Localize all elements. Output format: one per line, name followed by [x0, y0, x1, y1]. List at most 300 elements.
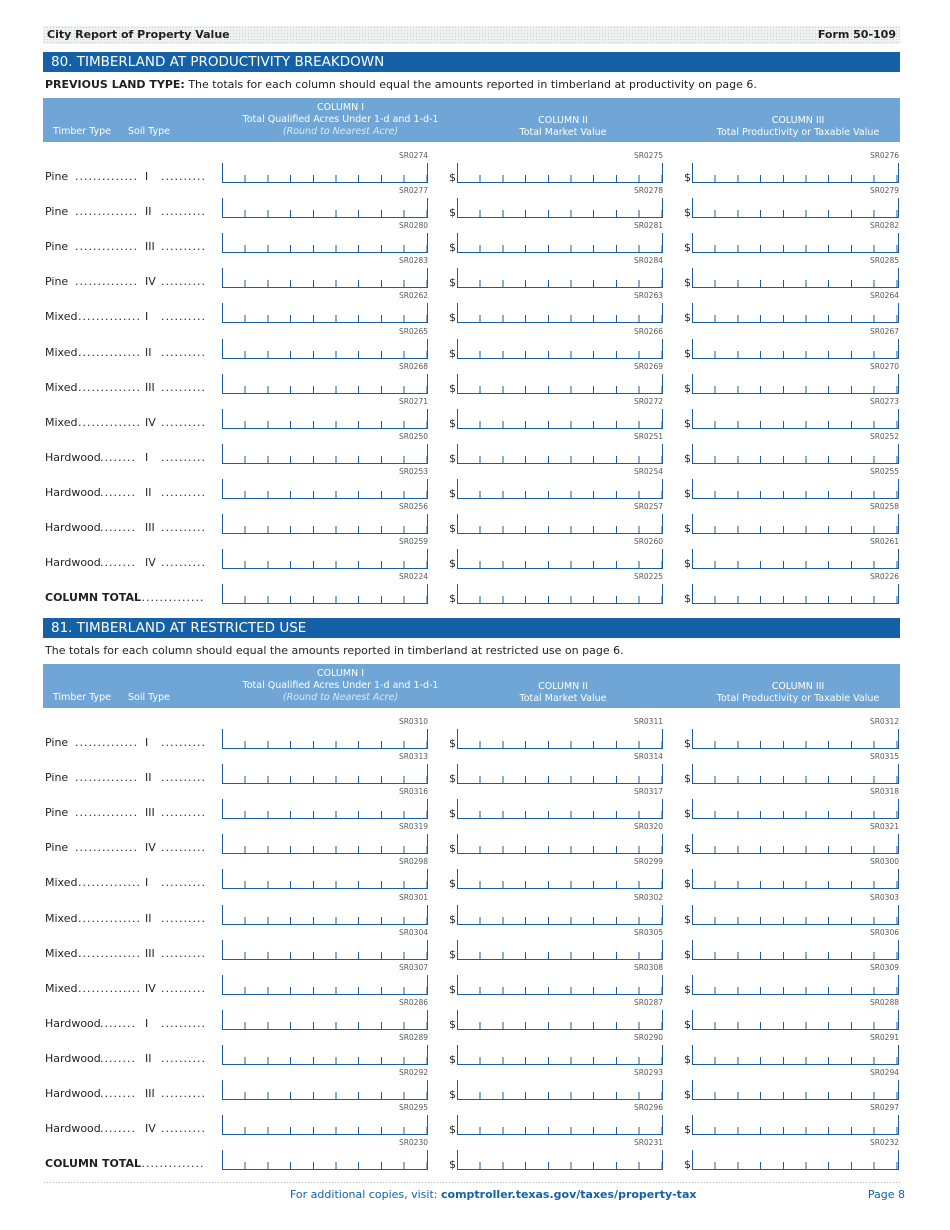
acres-input[interactable] — [222, 869, 428, 889]
leader-dots: .............. — [78, 415, 141, 429]
dollar-sign: $ — [449, 451, 456, 465]
field-code: SR0303 — [869, 892, 899, 902]
market-value-input[interactable] — [457, 303, 663, 323]
leader-dots: .......... — [161, 1122, 206, 1136]
productivity-value-input[interactable] — [692, 549, 899, 569]
leader-dots: .......... — [161, 556, 206, 570]
field-code: SR0226 — [869, 572, 899, 582]
column-total-row — [0, 571, 950, 606]
header-column-3-title: COLUMN III — [771, 115, 825, 126]
timber-type-label: COLUMN TOTAL — [45, 591, 141, 605]
table-row — [0, 962, 950, 997]
market-value-input[interactable] — [457, 729, 663, 749]
productivity-value-input[interactable] — [692, 514, 899, 534]
market-value-input[interactable] — [457, 764, 663, 784]
table-row — [0, 1067, 950, 1102]
leader-dots: .............. — [78, 310, 141, 324]
leader-dots: .......... — [161, 521, 206, 534]
field-code: SR0300 — [869, 857, 899, 867]
dollar-sign: $ — [684, 451, 691, 465]
productivity-value-input[interactable] — [692, 233, 899, 253]
table-row — [0, 786, 950, 821]
leader-dots: .......... — [161, 736, 206, 749]
field-code: SR0299 — [633, 857, 663, 867]
productivity-value-input[interactable] — [692, 444, 899, 464]
field-code: SR0320 — [633, 822, 663, 832]
header-column-3-subtitle: Total Productivity or Taxable Value — [716, 127, 880, 138]
soil-type-label: III — [145, 946, 155, 960]
leader-dots: .......... — [161, 310, 206, 324]
field-code: SR0263 — [633, 291, 663, 301]
table-row — [0, 927, 950, 962]
leader-dots: ........ — [100, 450, 136, 464]
timber-type-label: Mixed — [45, 310, 78, 324]
leader-dots: .............. — [75, 806, 138, 820]
field-code: SR0281 — [633, 221, 663, 231]
leader-dots: .......... — [161, 771, 206, 785]
header-column-3-subtitle: Total Productivity or Taxable Value — [716, 693, 880, 704]
timber-type-label: COLUMN TOTAL — [45, 1157, 141, 1171]
dollar-sign: $ — [449, 311, 456, 325]
section-80-note — [45, 78, 757, 92]
dollar-sign: $ — [684, 522, 691, 535]
field-code: SR0301 — [398, 892, 428, 902]
productivity-value-input[interactable] — [692, 479, 899, 499]
table-row — [0, 716, 950, 751]
market-value-input[interactable] — [457, 163, 663, 183]
dollar-sign: $ — [684, 311, 691, 325]
market-value-input[interactable] — [457, 514, 663, 534]
market-value-input[interactable] — [457, 444, 663, 464]
leader-dots: .......... — [161, 876, 206, 890]
column-total-row — [0, 1137, 950, 1172]
leader-dots: ........ — [100, 1016, 136, 1030]
field-code: SR0285 — [869, 256, 899, 266]
market-value-input[interactable] — [457, 834, 663, 854]
soil-type-label: II — [145, 205, 152, 219]
field-code: SR0265 — [398, 326, 428, 336]
productivity-value-input[interactable] — [692, 764, 899, 784]
productivity-value-input[interactable] — [692, 940, 899, 960]
leader-dots: .............. — [78, 981, 141, 995]
productivity-value-input[interactable] — [692, 163, 899, 183]
leader-dots: .......... — [161, 1051, 206, 1065]
timber-type-label: Pine — [45, 170, 69, 183]
timber-type-label: Pine — [45, 275, 69, 289]
timber-type-label: Pine — [45, 841, 69, 855]
field-code: SR0319 — [398, 822, 428, 832]
leader-dots: .......... — [161, 450, 206, 464]
dollar-sign: $ — [449, 346, 456, 360]
dollar-sign: $ — [684, 877, 691, 891]
field-code: SR0276 — [869, 151, 899, 160]
table-row — [0, 255, 950, 290]
leader-dots: ........ — [100, 1087, 136, 1100]
field-code: SR0313 — [398, 752, 428, 762]
table-row — [0, 501, 950, 536]
acres-input[interactable] — [222, 584, 428, 604]
field-code: SR0282 — [869, 221, 899, 231]
soil-type-label: IV — [145, 1122, 156, 1136]
field-code: SR0291 — [869, 1032, 899, 1042]
leader-dots: .......... — [161, 205, 206, 219]
soil-type-label: III — [145, 806, 155, 820]
field-code: SR0231 — [633, 1138, 663, 1148]
soil-type-label: IV — [145, 556, 156, 570]
field-code: SR0267 — [869, 326, 899, 336]
header-column-1-note: (Round to Nearest Acre) — [282, 692, 399, 703]
soil-type-label: I — [145, 450, 149, 464]
field-code: SR0251 — [633, 431, 663, 441]
field-code: SR0312 — [869, 717, 899, 726]
section-81-table-header — [43, 664, 900, 708]
field-code: SR0230 — [398, 1138, 428, 1148]
productivity-value-input[interactable] — [692, 729, 899, 749]
dollar-sign: $ — [684, 1088, 691, 1101]
dollar-sign: $ — [684, 912, 691, 926]
dollar-sign: $ — [449, 171, 456, 184]
soil-type-label: II — [145, 345, 152, 359]
leader-dots: .......... — [161, 1087, 206, 1100]
leader-dots: .......... — [161, 415, 206, 429]
table-row — [0, 396, 950, 431]
field-code: SR0272 — [633, 396, 663, 406]
leader-dots: .......... — [161, 345, 206, 359]
timber-type-label: Mixed — [45, 981, 78, 995]
dollar-sign: $ — [449, 1052, 456, 1066]
acres-input[interactable] — [222, 1080, 428, 1100]
productivity-value-input[interactable] — [692, 869, 899, 889]
dollar-sign: $ — [449, 206, 456, 220]
field-code: SR0292 — [398, 1068, 428, 1077]
leader-dots: .............. — [75, 275, 138, 289]
dollar-sign: $ — [449, 381, 456, 395]
productivity-value-input[interactable] — [692, 1010, 899, 1030]
soil-type-label: I — [145, 1016, 149, 1030]
acres-input[interactable] — [222, 479, 428, 499]
productivity-value-input[interactable] — [692, 834, 899, 854]
acres-input[interactable] — [222, 374, 428, 394]
soil-type-label: IV — [145, 841, 156, 855]
leader-dots: .............. — [78, 911, 141, 925]
dollar-sign: $ — [449, 416, 456, 430]
table-row — [0, 150, 950, 185]
field-code: SR0254 — [633, 466, 663, 476]
field-code: SR0274 — [398, 151, 428, 160]
market-value-input[interactable] — [457, 198, 663, 218]
acres-input[interactable] — [222, 1115, 428, 1135]
table-row — [0, 290, 950, 325]
field-code: SR0258 — [869, 502, 899, 511]
market-value-input[interactable] — [457, 268, 663, 288]
field-code: SR0318 — [869, 787, 899, 797]
header-column-2-title: COLUMN II — [538, 681, 588, 692]
field-code: SR0252 — [869, 431, 899, 441]
market-value-input[interactable] — [457, 479, 663, 499]
acres-input[interactable] — [222, 834, 428, 854]
market-value-input[interactable] — [457, 233, 663, 253]
market-value-input[interactable] — [457, 1115, 663, 1135]
soil-type-label: III — [145, 521, 155, 534]
leader-dots: .............. — [78, 380, 141, 394]
dollar-sign: $ — [684, 1052, 691, 1066]
header-soil-type: Soil Type — [128, 126, 170, 137]
header-timber-type: Timber Type — [53, 126, 112, 137]
field-code: SR0296 — [633, 1103, 663, 1113]
dollar-sign: $ — [449, 877, 456, 891]
acres-input[interactable] — [222, 1045, 428, 1065]
market-value-input[interactable] — [457, 409, 663, 429]
field-code: SR0253 — [398, 466, 428, 476]
header-column-3 — [683, 681, 913, 705]
acres-input[interactable] — [222, 729, 428, 749]
field-code: SR0307 — [398, 962, 428, 972]
timber-type-label: Hardwood — [45, 1016, 101, 1030]
dollar-sign: $ — [449, 842, 456, 856]
timber-type-label: Hardwood — [45, 521, 101, 534]
field-code: SR0269 — [633, 361, 663, 371]
market-value-input[interactable] — [457, 1150, 663, 1170]
productivity-value-input[interactable] — [692, 584, 899, 604]
header-column-2-subtitle: Total Market Value — [519, 127, 607, 138]
soil-type-label: IV — [145, 275, 156, 289]
header-column-1-subtitle: Total Qualified Acres Under 1-d and 1-d-1 — [242, 680, 439, 691]
form-title: City Report of Property Value — [47, 28, 230, 41]
productivity-value-input[interactable] — [692, 374, 899, 394]
market-value-input[interactable] — [457, 1045, 663, 1065]
field-code: SR0321 — [869, 822, 899, 832]
productivity-value-input[interactable] — [692, 1045, 899, 1065]
dollar-sign: $ — [684, 557, 691, 571]
header-column-3 — [683, 115, 913, 139]
header-soil-type: Soil Type — [128, 692, 170, 703]
field-code: SR0309 — [869, 962, 899, 972]
field-code: SR0259 — [398, 537, 428, 547]
leader-dots: .............. — [78, 876, 141, 890]
timber-type-label: Hardwood — [45, 1122, 101, 1136]
timber-type-label: Pine — [45, 205, 69, 219]
field-code: SR0273 — [869, 396, 899, 406]
soil-type-label: III — [145, 380, 155, 394]
field-code: SR0264 — [869, 291, 899, 301]
productivity-value-input[interactable] — [692, 905, 899, 925]
acres-input[interactable] — [222, 905, 428, 925]
soil-type-label: II — [145, 485, 152, 499]
acres-input[interactable] — [222, 409, 428, 429]
leader-dots: .............. — [75, 205, 138, 219]
soil-type-label: III — [145, 240, 155, 254]
dollar-sign: $ — [684, 276, 691, 290]
market-value-input[interactable] — [457, 905, 663, 925]
timber-type-label: Mixed — [45, 345, 78, 359]
section-81-title: 81. TIMBERLAND AT RESTRICTED USE — [43, 618, 900, 638]
acres-input[interactable] — [222, 514, 428, 534]
leader-dots: .......... — [161, 240, 206, 254]
field-code: SR0275 — [633, 151, 663, 160]
market-value-input[interactable] — [457, 940, 663, 960]
field-code: SR0315 — [869, 752, 899, 762]
table-row — [0, 536, 950, 571]
productivity-value-input[interactable] — [692, 303, 899, 323]
dollar-sign: $ — [684, 1017, 691, 1031]
leader-dots: .......... — [161, 380, 206, 394]
dollar-sign: $ — [449, 1123, 456, 1137]
header-column-1-subtitle: Total Qualified Acres Under 1-d and 1-d-1 — [242, 114, 439, 125]
timber-type-label: Pine — [45, 771, 69, 785]
header-column-2 — [463, 681, 663, 705]
dollar-sign: $ — [449, 1088, 456, 1101]
leader-dots: ............... — [137, 1157, 205, 1171]
field-code: SR0255 — [869, 466, 899, 476]
field-code: SR0308 — [633, 962, 663, 972]
leader-dots: ........ — [100, 1051, 136, 1065]
field-code: SR0283 — [398, 256, 428, 266]
dollar-sign: $ — [449, 276, 456, 290]
field-code: SR0306 — [869, 927, 899, 937]
field-code: SR0278 — [633, 186, 663, 196]
page-header-bar — [43, 26, 900, 44]
section-80-note-text: The totals for each column should equal the amounts reported in timberland at productivity on page 6. — [184, 78, 757, 91]
header-column-1 — [213, 102, 468, 138]
footer-link[interactable]: comptroller.texas.gov/taxes/property-tax — [441, 1188, 697, 1201]
field-code: SR0295 — [398, 1103, 428, 1113]
soil-type-label: III — [145, 1087, 155, 1100]
field-code: SR0224 — [398, 572, 428, 582]
productivity-value-input[interactable] — [692, 268, 899, 288]
acres-input[interactable] — [222, 339, 428, 359]
dollar-sign: $ — [449, 807, 456, 821]
header-column-1-note: (Round to Nearest Acre) — [282, 126, 399, 137]
leader-dots: .......... — [161, 981, 206, 995]
dollar-sign: $ — [449, 947, 456, 961]
acres-input[interactable] — [222, 233, 428, 253]
field-code: SR0294 — [869, 1068, 899, 1077]
soil-type-label: I — [145, 310, 149, 324]
leader-dots: ............... — [137, 591, 205, 605]
header-column-3-title: COLUMN III — [771, 681, 825, 692]
field-code: SR0261 — [869, 537, 899, 547]
dollar-sign: $ — [449, 737, 456, 750]
timber-type-label: Mixed — [45, 946, 78, 960]
field-code: SR0260 — [633, 537, 663, 547]
acres-input[interactable] — [222, 764, 428, 784]
field-code: SR0279 — [869, 186, 899, 196]
acres-input[interactable] — [222, 940, 428, 960]
leader-dots: ........ — [100, 485, 136, 499]
acres-input[interactable] — [222, 799, 428, 819]
field-code: SR0310 — [398, 717, 428, 726]
field-code: SR0280 — [398, 221, 428, 231]
section-81-note: The totals for each column should equal the amounts reported in timberland at restricted use on page 6. — [45, 644, 624, 657]
acres-input[interactable] — [222, 1010, 428, 1030]
market-value-input[interactable] — [457, 1080, 663, 1100]
acres-input[interactable] — [222, 975, 428, 995]
dollar-sign: $ — [449, 592, 456, 606]
market-value-input[interactable] — [457, 799, 663, 819]
dollar-sign: $ — [449, 912, 456, 926]
dollar-sign: $ — [449, 522, 456, 535]
table-row — [0, 361, 950, 396]
market-value-input[interactable] — [457, 1010, 663, 1030]
header-column-1-title: COLUMN I — [316, 668, 364, 679]
productivity-value-input[interactable] — [692, 339, 899, 359]
soil-type-label: II — [145, 771, 152, 785]
productivity-value-input[interactable] — [692, 799, 899, 819]
market-value-input[interactable] — [457, 374, 663, 394]
productivity-value-input[interactable] — [692, 1150, 899, 1170]
productivity-value-input[interactable] — [692, 975, 899, 995]
dollar-sign: $ — [449, 982, 456, 996]
leader-dots: .............. — [78, 946, 141, 960]
field-code: SR0293 — [633, 1068, 663, 1077]
market-value-input[interactable] — [457, 339, 663, 359]
table-row — [0, 856, 950, 891]
leader-dots: .......... — [161, 806, 206, 820]
acres-input[interactable] — [222, 444, 428, 464]
table-row — [0, 220, 950, 255]
dollar-sign: $ — [684, 416, 691, 430]
header-column-2 — [463, 115, 663, 139]
dollar-sign: $ — [684, 206, 691, 220]
timber-type-label: Mixed — [45, 415, 78, 429]
field-code: SR0256 — [398, 502, 428, 511]
field-code: SR0287 — [633, 997, 663, 1007]
market-value-input[interactable] — [457, 549, 663, 569]
market-value-input[interactable] — [457, 869, 663, 889]
dollar-sign: $ — [684, 346, 691, 360]
dollar-sign: $ — [449, 557, 456, 571]
productivity-value-input[interactable] — [692, 1115, 899, 1135]
section-80-title: 80. TIMBERLAND AT PRODUCTIVITY BREAKDOWN — [43, 52, 900, 72]
market-value-input[interactable] — [457, 584, 663, 604]
table-row — [0, 326, 950, 361]
dollar-sign: $ — [684, 947, 691, 961]
dollar-sign: $ — [684, 1123, 691, 1137]
soil-type-label: II — [145, 1051, 152, 1065]
leader-dots: .......... — [161, 170, 206, 183]
field-code: SR0317 — [633, 787, 663, 797]
acres-input[interactable] — [222, 1150, 428, 1170]
dollar-sign: $ — [449, 486, 456, 500]
field-code: SR0288 — [869, 997, 899, 1007]
field-code: SR0314 — [633, 752, 663, 762]
acres-input[interactable] — [222, 549, 428, 569]
section-80-note-label: PREVIOUS LAND TYPE: — [45, 78, 185, 91]
productivity-value-input[interactable] — [692, 409, 899, 429]
dollar-sign: $ — [684, 592, 691, 606]
leader-dots: .............. — [75, 170, 138, 183]
dollar-sign: $ — [684, 1158, 691, 1172]
acres-input[interactable] — [222, 198, 428, 218]
field-code: SR0316 — [398, 787, 428, 797]
market-value-input[interactable] — [457, 975, 663, 995]
timber-type-label: Hardwood — [45, 556, 101, 570]
acres-input[interactable] — [222, 163, 428, 183]
productivity-value-input[interactable] — [692, 1080, 899, 1100]
field-code: SR0302 — [633, 892, 663, 902]
table-row — [0, 751, 950, 786]
leader-dots: ........ — [100, 556, 136, 570]
acres-input[interactable] — [222, 268, 428, 288]
field-code: SR0290 — [633, 1032, 663, 1042]
table-row — [0, 821, 950, 856]
acres-input[interactable] — [222, 303, 428, 323]
leader-dots: ........ — [100, 521, 136, 534]
soil-type-label: IV — [145, 981, 156, 995]
header-column-2-title: COLUMN II — [538, 115, 588, 126]
field-code: SR0270 — [869, 361, 899, 371]
productivity-value-input[interactable] — [692, 198, 899, 218]
